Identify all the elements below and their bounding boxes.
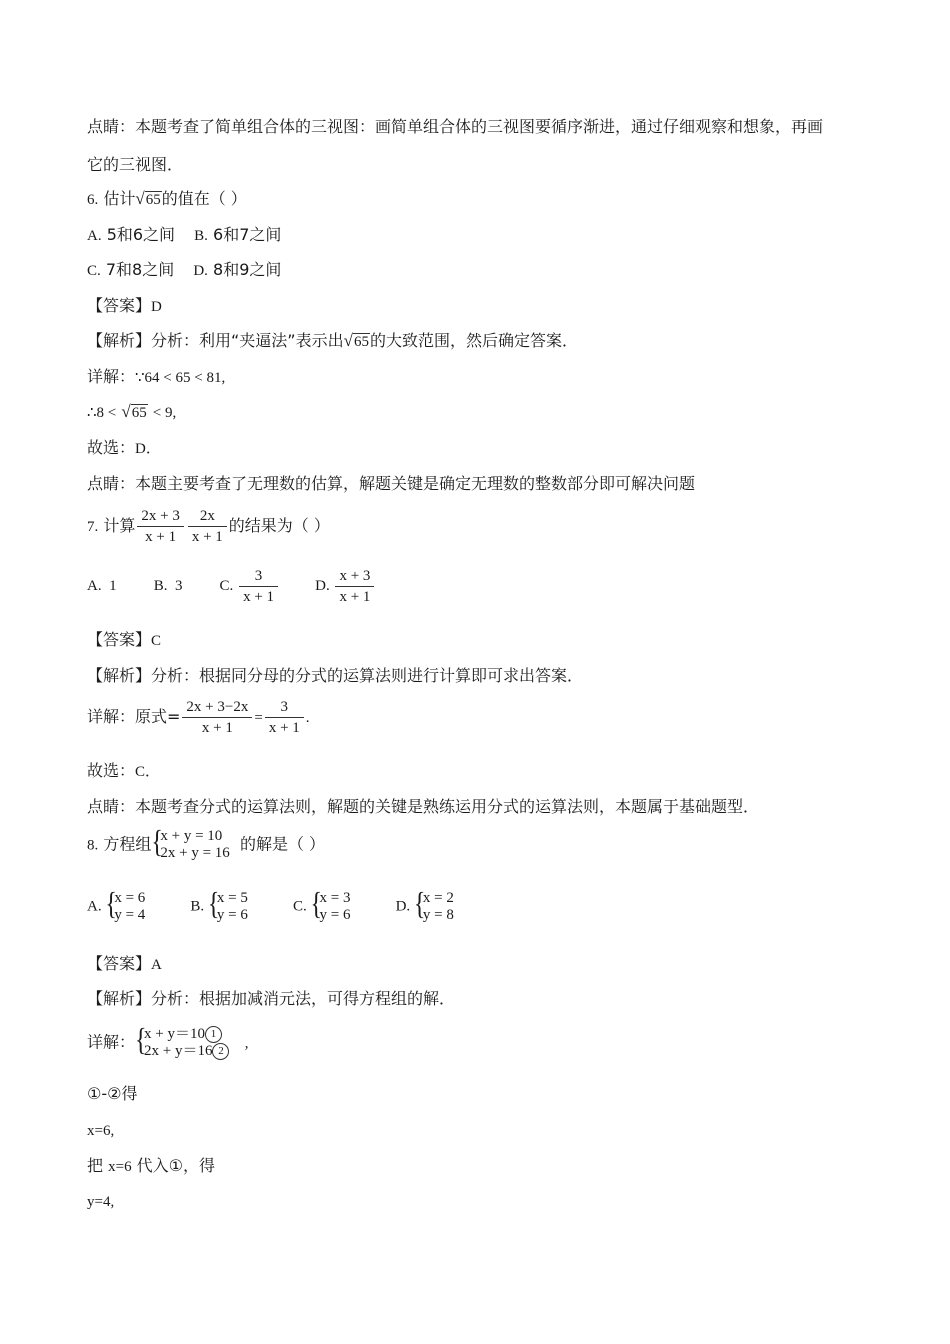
q6-detail-1: 详解：∵64 < 65 < 81, — [87, 367, 226, 386]
q7-comment: 点睛：本题考查分式的运算法则，解题的关键是熟练运用分式的运算法则，本题属于基础题型． — [87, 797, 760, 816]
q8-option-a: A. { x = 6 y = 4 — [87, 888, 146, 923]
q6-option-c: C. 7和8之间 — [87, 260, 175, 279]
q5-comment-line1: 点睛：本题考查了简单组合体的三视图：画简单组合体的三视图要循序渐进，通过仔细观察和想象，再画 — [87, 117, 824, 136]
q6-option-b: B. 6和7之间 — [194, 225, 282, 244]
q6-choose: 故选：D． — [87, 438, 161, 457]
q5-comment-line2: 它的三视图． — [87, 155, 184, 174]
q7-analysis: 【解析】分析：根据同分母的分式的运算法则进行计算即可求出答案． — [87, 666, 584, 685]
q7-fraction-1: $\frac{2x + 3}{x + 1}$ — [137, 506, 183, 547]
q7-answer: 【答案】C — [87, 630, 162, 649]
q8-step-2: x=6, — [87, 1123, 115, 1139]
q6-answer: 【答案】D — [87, 296, 162, 315]
q7-fraction-2: $\frac{2x}{x + 1}$ — [188, 506, 227, 547]
q8-detail-system: { x + y＝10 1 2x + y＝16 2 — [135, 1026, 229, 1060]
q6-option-a: A. 5和6之间 — [87, 225, 176, 244]
q8-analysis: 【解析】分析：根据加减消元法，可得方程组的解． — [87, 989, 456, 1008]
q8-equation-system: { x + y = 10 2x + y = 16 — [151, 826, 230, 861]
q8-option-d: D. { x = 2 y = 8 — [395, 888, 454, 923]
q7-option-d: D. $\frac{x + 3}{x + 1}$ — [315, 566, 376, 607]
q6-options-row1 — [87, 224, 281, 247]
q6-detail-2: ∴8 < √65 < 9, — [87, 402, 177, 421]
q6-comment: 点睛：本题主要考查了无理数的估算，解题关键是确定无理数的整数部分即可解决问题 — [87, 474, 696, 493]
q7-option-c: C. $\frac{3}{x + 1}$ — [220, 566, 280, 607]
q6-stem: 6. 估计√65的值在（ ） — [87, 188, 247, 211]
q8-options — [87, 890, 454, 924]
q6-options-row2 — [87, 259, 281, 282]
q7-option-a: A. 1 — [87, 577, 117, 594]
q8-option-c: C. { x = 3 y = 6 — [292, 888, 351, 923]
q7-choose: 故选：C． — [87, 761, 161, 780]
q8-stem: 8. 方程组 { x + y = 10 2x + y = 16 的解是（ ） — [87, 826, 326, 861]
q7-option-b: B. 3 — [153, 577, 183, 594]
q8-detail: 详解： { x + y＝10 1 2x + y＝16 2 , — [87, 1024, 249, 1059]
q7-options — [87, 566, 376, 607]
q8-step-3: 把 x=6 代入①，得 — [87, 1156, 216, 1175]
q7-stem: 7. 计算 $\frac{2x + 3}{x + 1}$ $\frac{2x}{x + 1}$ 的结果为（ ） — [87, 508, 330, 545]
q8-answer: 【答案】A — [87, 954, 162, 973]
q8-option-b: B. { x = 5 y = 6 — [190, 888, 248, 923]
q6-sqrt: √65 — [135, 189, 161, 208]
q6-analysis-sqrt: √65 — [343, 331, 369, 350]
q7-detail: 详解：原式= $\frac{2x + 3-2x}{x + 1}$ = $\frac{3}{x + 1}$ . — [87, 699, 310, 736]
q6-option-d: D. 8和9之间 — [193, 260, 282, 279]
q6-analysis: 【解析】分析：利用“夹逼法”表示出√65的大致范围，然后确定答案． — [87, 330, 578, 353]
q8-step-4: y=4, — [87, 1194, 115, 1210]
q8-step-1: ①-②得 — [87, 1084, 138, 1103]
